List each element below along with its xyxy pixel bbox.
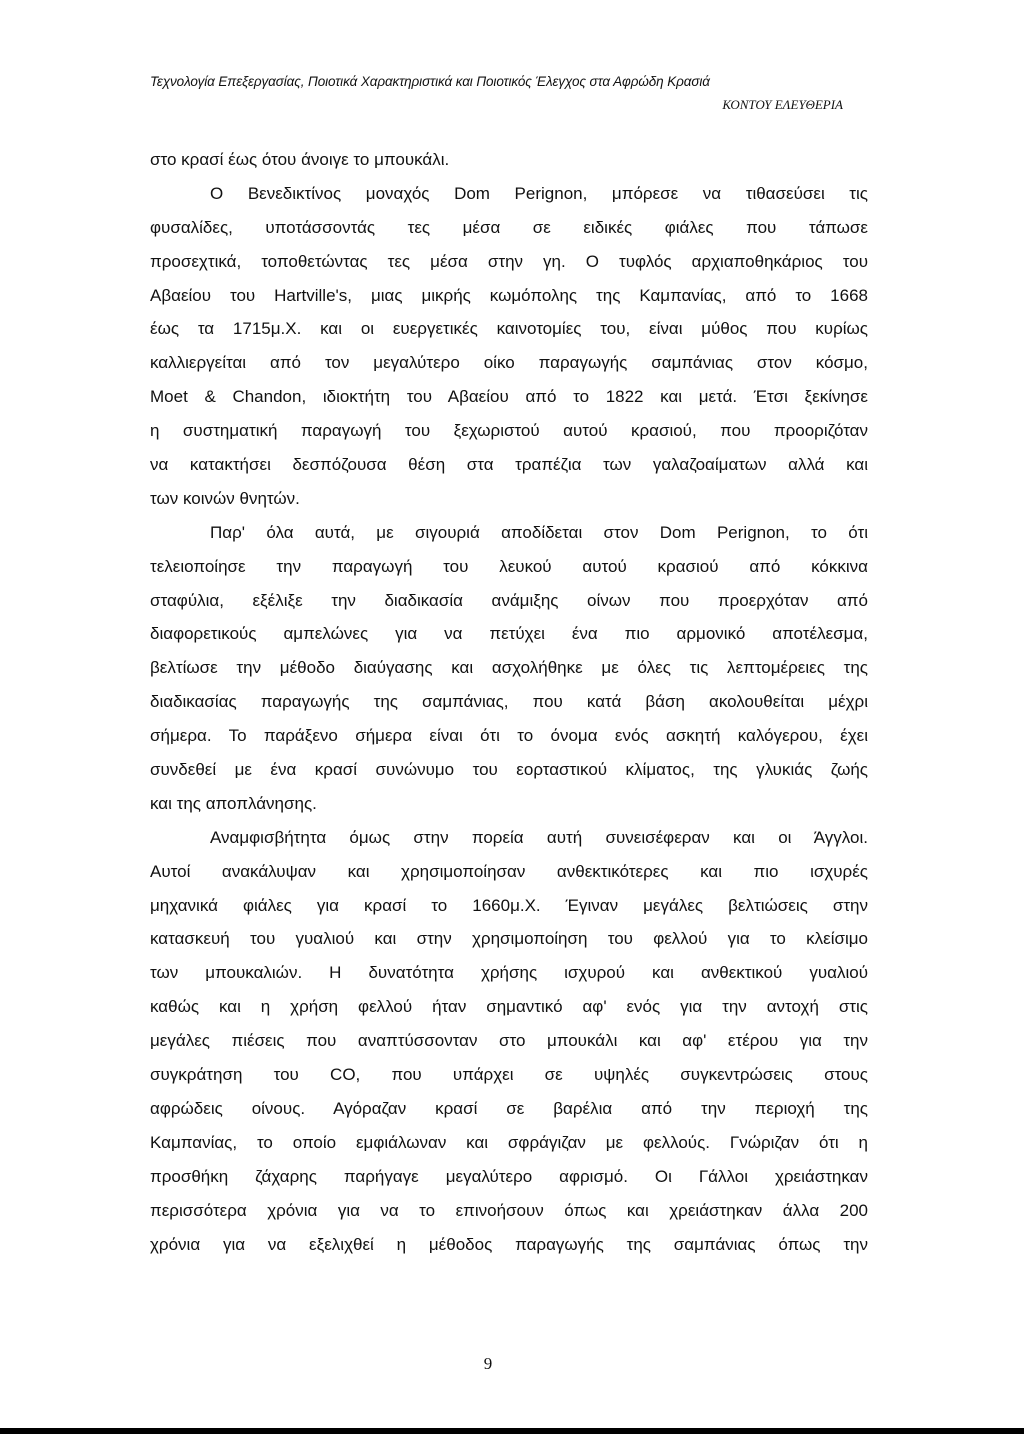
text-line: προσθήκη ζάχαρης παρήγαγε μεγαλύτερο αφρισμό. Οι Γάλλοι χρειάστηκαν [150, 1166, 868, 1186]
text-line: μεγάλες πιέσεις που αναπτύσσονταν στο μπουκάλι και αφ' ετέρου για την [150, 1031, 868, 1051]
text-line: φυσαλίδες, υποτάσσοντάς τες μέσα σε ειδικές φιάλες που τάπωσε [150, 217, 868, 237]
text-line: στο κρασί έως ότου άνοιγε το μπουκάλι. [150, 150, 450, 169]
text-line: μηχανικά φιάλες για κρασί το 1660μ.Χ. Έγιναν μεγάλες βελτιώσεις στην [150, 895, 868, 915]
text-line: Αυτοί ανακάλυψαν και χρησιμοποίησαν ανθεκτικότερες και πιο ισχυρές [150, 861, 868, 881]
text-line: περισσότερα χρόνια για να το επινοήσουν όπως και χρειάστηκαν άλλα 200 [150, 1200, 868, 1220]
text-line: Αβαείου του Hartville's, μιας μικρής κωμόπολης της Καμπανίας, από το 1668 [150, 285, 868, 305]
page-number: 9 [483, 1354, 493, 1373]
text-line: των κοινών θνητών. [150, 488, 300, 508]
text-line: σταφύλια, εξέλιξε την διαδικασία ανάμιξης οίνων που προερχόταν από [150, 590, 868, 610]
text-line: καλλιεργείται από τον μεγαλύτερο οίκο παραγωγής σαμπάνιας στον κόσμο, [150, 353, 868, 373]
running-author: ΚΟΝΤΟΥ ΕΛΕΥΘΕΡΙΑ [722, 97, 843, 112]
text-line: καθώς και η χρήση φελλού ήταν σημαντικό αφ' ενός για την αντοχή στις [150, 997, 868, 1017]
text-line: σήμερα. Το παράξενο σήμερα είναι ότι το όνομα ενός ασκητή καλόγερου, έχει [150, 726, 868, 746]
text-line: Παρ' όλα αυτά, με σιγουριά αποδίδεται στον Dom Perignon, το ότι [210, 522, 868, 542]
text-line: να κατακτήσει δεσπόζουσα θέση στα τραπέζια των γαλαζοαίματων αλλά και [150, 455, 868, 475]
text-line: Αναμφισβήτητα όμως στην πορεία αυτή συνεισέφεραν και οι Άγγλοι. [210, 827, 868, 847]
text-line: Καμπανίας, το οποίο εμφιάλωναν και σφράγιζαν με φελλούς. Γνώριζαν ότι η [150, 1132, 868, 1152]
text-line: χρόνια για να εξελιχθεί η μέθοδος παραγωγής της σαμπάνιας όπως την [150, 1234, 868, 1254]
text-line: Moet & Chandon, ιδιοκτήτη του Αβαείου από το 1822 και μετά. Έτσι ξεκίνησε [150, 387, 868, 407]
text-line: έως τα 1715μ.Χ. και οι ευεργετικές καινοτομίες του, είναι μύθος που κυρίως [150, 319, 868, 339]
text-line: διαφορετικούς αμπελώνες για να πετύχει ένα πιο αρμονικό αποτέλεσμα, [150, 624, 868, 644]
text-line: διαδικασίας παραγωγής της σαμπάνιας, που κατά βάση ακολουθείται μέχρι [150, 692, 868, 712]
text-line: συγκράτηση του CO, που υπάρχει σε υψηλές συγκεντρώσεις στους [150, 1065, 868, 1085]
text-line: Ο Βενεδικτίνος μοναχός Dom Perignon, μπόρεσε να τιθασεύσει τις [210, 183, 868, 203]
text-line: προσεχτικά, τοποθετώντας τες μέσα στην γη. Ο τυφλός αρχιαποθηκάριος του [150, 251, 868, 271]
text-line: και της αποπλάνησης. [150, 793, 317, 813]
body-text [150, 150, 868, 1268]
text-line: συνδεθεί με ένα κρασί συνώνυμο του εορταστικού κλίματος, της γλυκιάς ζωής [150, 760, 868, 780]
text-line: των μπουκαλιών. Η δυνατότητα χρήσης ισχυρού και ανθεκτικού γυαλιού [150, 963, 868, 983]
text-line: αφρώδεις οίνους. Αγόραζαν κρασί σε βαρέλια από την περιοχή της [150, 1098, 868, 1118]
running-title: Τεχνολογία Επεξεργασίας, Ποιοτικά Χαρακτηριστικά και Ποιοτικός Έλεγχος στα Αφρώδη Κρασιά [150, 74, 710, 89]
text-line: βελτίωσε την μέθοδο διαύγασης και ασχολήθηκε με όλες τις λεπτομέρειες της [150, 658, 868, 678]
text-line: τελειοποίησε την παραγωγή του λευκού αυτού κρασιού από κόκκινα [150, 556, 868, 576]
text-line: κατασκευή του γυαλιού και στην χρησιμοποίηση του φελλού για το κλείσιμο [150, 929, 868, 949]
text-line: η συστηματική παραγωγή του ξεχωριστού αυτού κρασιού, που προοριζόταν [150, 421, 868, 441]
